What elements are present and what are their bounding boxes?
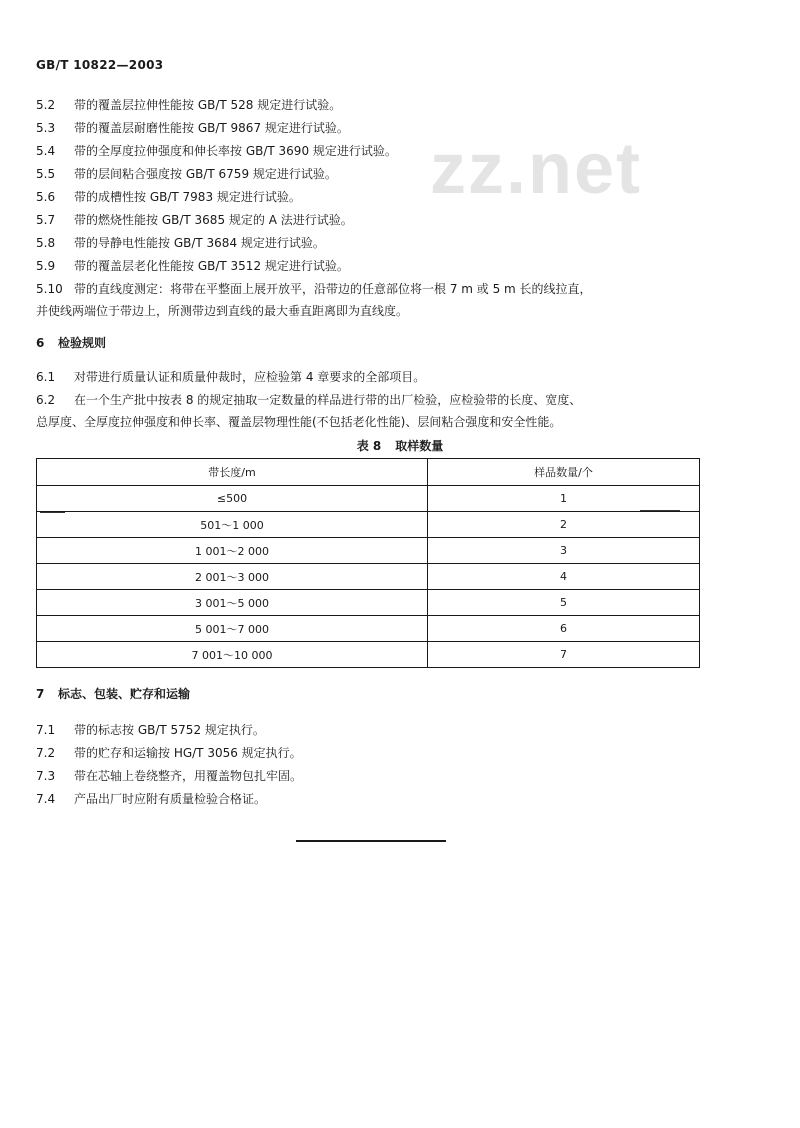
clause-text: 带的层间粘合强度按 GB/T 6759 规定进行试验。 [74,167,337,181]
clause-text: 带的贮存和运输按 HG/T 3056 规定执行。 [74,746,302,760]
clause-text: 带的成槽性按 GB/T 7983 规定进行试验。 [74,190,301,204]
clause-6-2 [36,390,760,410]
section-title: 检验规则 [58,336,107,350]
clause-5-2 [36,95,760,115]
cell-sample-count: 7 [428,642,700,668]
cell-sample-count: 5 [428,590,700,616]
table-caption [0,437,800,454]
clause-text: 产品出厂时应附有质量检验合格证。 [74,792,267,806]
clause-number: 6.2 [36,393,56,407]
clause-5-10-continuation: 并使线两端位于带边上，所测带边到直线的最大垂直距离即为直线度。 [36,304,409,318]
clause-number: 5.4 [36,144,56,158]
cell-sample-count: 2 [428,512,700,538]
column-header-sample-count: 样品数量/个 [428,459,700,486]
watermark: zz.net [430,129,643,209]
clause-5-10 [36,279,760,299]
clause-number: 5.6 [36,190,56,204]
cell-sample-count: 6 [428,616,700,642]
clause-text: 带的标志按 GB/T 5752 规定执行。 [74,723,265,737]
clause-text: 带在芯轴上卷绕整齐，用覆盖物包扎牢固。 [74,769,303,783]
table-row [37,486,700,512]
cell-length: 501～1 000 [37,512,428,538]
clause-number: 7.3 [36,769,56,783]
clause-text: 对带进行质量认证和质量仲裁时，应检验第 4 章要求的全部项目。 [74,370,426,384]
clause-number: 5.8 [36,236,56,250]
table-header-row [37,459,700,486]
section-title: 标志、包装、贮存和运输 [58,687,191,701]
clause-text: 带的全厚度拉伸强度和伸长率按 GB/T 3690 规定进行试验。 [74,144,397,158]
clause-number: 7.4 [36,792,56,806]
cell-sample-count: 4 [428,564,700,590]
clause-text: 在一个生产批中按表 8 的规定抽取一定数量的样品进行带的出厂检验，应检验带的长度、宽度、 [74,393,582,407]
clause-text: 带的覆盖层老化性能按 GB/T 3512 规定进行试验。 [74,259,349,273]
cell-sample-count: 1 [428,486,700,512]
table-row [37,616,700,642]
table-title: 取样数量 [395,439,444,453]
section-6-heading [36,333,760,353]
clause-6-1 [36,367,760,387]
clause-5-9 [36,256,760,276]
clause-text: 带的覆盖层拉伸性能按 GB/T 528 规定进行试验。 [74,98,342,112]
cell-length: 3 001～5 000 [37,590,428,616]
clause-number: 5.5 [36,167,56,181]
cell-length: 1 001～2 000 [37,538,428,564]
clause-5-6 [36,187,760,207]
clause-number: 5.10 [36,282,63,296]
table-row [37,642,700,668]
table-number: 表 8 [356,439,382,453]
clause-text: 带的覆盖层耐磨性能按 GB/T 9867 规定进行试验。 [74,121,349,135]
clause-5-8 [36,233,760,253]
clause-5-4 [36,141,760,161]
clause-text: 带的直线度测定：将带在平整面上展开放平，沿带边的任意部位将一根 7 m 或 5 m 长的线拉直， [74,282,592,296]
section-7-heading [36,684,760,704]
sampling-quantity-table [36,458,700,668]
table-row [37,590,700,616]
clause-5-7 [36,210,760,230]
clause-number: 5.9 [36,259,56,273]
clause-number: 5.3 [36,121,56,135]
clause-text: 带的导静电性能按 GB/T 3684 规定进行试验。 [74,236,325,250]
section-number: 6 [36,336,45,350]
clause-7-2 [36,743,760,763]
table-row [37,564,700,590]
end-of-document-rule [296,840,446,842]
clause-7-1 [36,720,760,740]
clause-5-5 [36,164,760,184]
cell-sample-count: 3 [428,538,700,564]
clause-number: 6.1 [36,370,56,384]
column-header-length: 带长度/m [37,459,428,486]
cell-length: ≤500 [37,486,428,512]
clause-text: 带的燃烧性能按 GB/T 3685 规定的 A 法进行试验。 [74,213,353,227]
clause-6-2-continuation: 总厚度、全厚度拉伸强度和伸长率、覆盖层物理性能(不包括老化性能)、层间粘合强度和安全性能。 [36,415,562,429]
table-row [37,512,700,538]
clause-5-3 [36,118,760,138]
clause-number: 7.1 [36,723,56,737]
document-code-header: GB/T 10822—2003 [36,58,164,72]
table-row [37,538,700,564]
section-number: 7 [36,687,45,701]
clause-number: 5.7 [36,213,56,227]
clause-7-3 [36,766,760,786]
clause-number: 5.2 [36,98,56,112]
cell-length: 7 001～10 000 [37,642,428,668]
clause-number: 7.2 [36,746,56,760]
cell-length: 2 001～3 000 [37,564,428,590]
clause-7-4 [36,789,760,809]
cell-length: 5 001～7 000 [37,616,428,642]
